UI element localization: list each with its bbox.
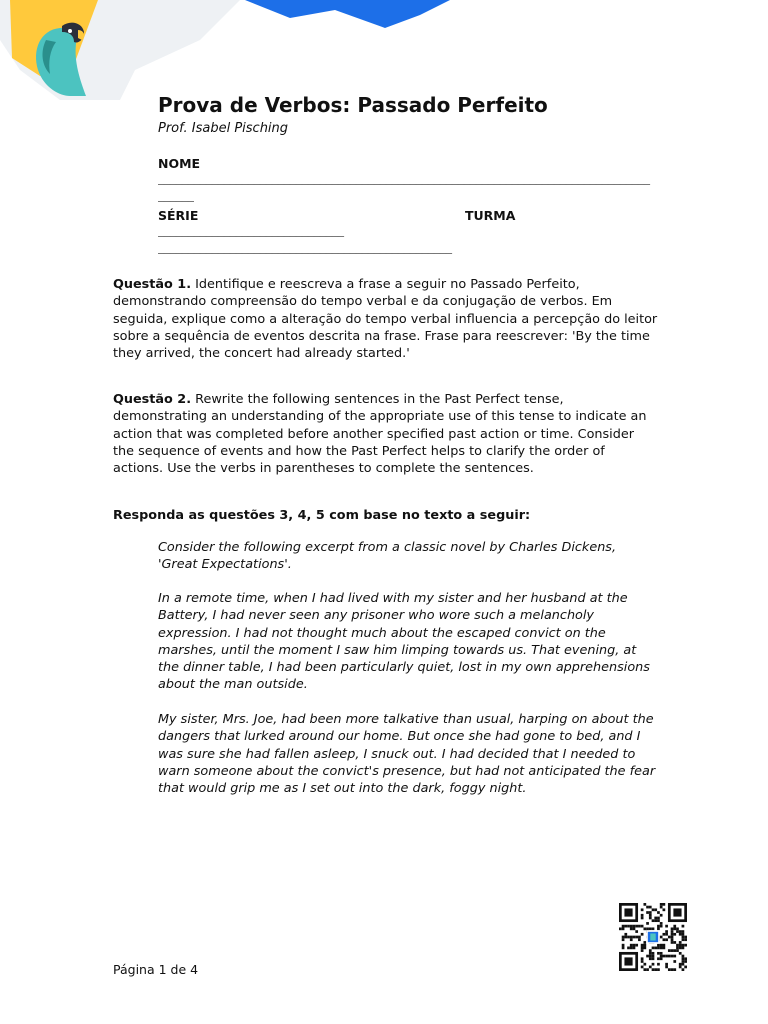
header-decoration xyxy=(0,0,768,100)
author-name: Prof. Isabel Pisching xyxy=(158,121,289,136)
question-1-label: Questão 1. xyxy=(113,277,192,292)
question-2 xyxy=(113,391,658,477)
page-number: Página 1 de 4 xyxy=(113,962,199,977)
question-2-text: Rewrite the following sentences in the Past Perfect tense, demonstrating an understanding of the appropriate use of this tense to indicate an action that was completed before another specified past action or time. Consider the sequence of events and how the Past Perfect helps to clarify the order of actions. Use the verbs in parentheses to complete the sentences. xyxy=(113,392,647,477)
question-1-text: Identifique e reescreva a frase a seguir no Passado Perfeito, demonstrando compreensão do tempo verbal e da conjugação de verbos. Em seguida, explique como a alteração do tempo verbal influencia a percepção do leitor sobre a sequência de eventos descrita na frase. Frase para reescrever: 'By the time they arrived, the concert had already started.' xyxy=(113,277,658,362)
excerpt-intro: Consider the following excerpt from a classic novel by Charles Dickens, 'Great Expectations'. xyxy=(158,540,617,573)
qr-code xyxy=(619,903,687,971)
class-label: TURMA xyxy=(465,208,516,223)
question-2-label: Questão 2. xyxy=(113,392,192,407)
grade-line: _______________________________ xyxy=(158,223,344,237)
excerpt-paragraph-1: In a remote time, when I had lived with my sister and her husband at the Battery, I had never seen any prisoner who wore such a melancholy expression. I had not thought much about the escaped convict on the marshes, until the moment I saw him limping towards us. That evening, at the dinner table, I had been particularly quiet, lost in my own apprehensions about the man outside. xyxy=(158,591,650,693)
excerpt-paragraph-2: My sister, Mrs. Joe, had been more talkative than usual, harping on about the dangers that lurked around our home. But once she had gone to bed, and I was sure she had fallen asleep, I snuck out. I had decided that I needed to warn someone about the convict's presence, but had not anticipated the fear that would grip me as I set out into the dark, foggy night. xyxy=(158,712,656,797)
name-line-continuation: ______ xyxy=(158,188,194,202)
name-line: __________________________________________________________________________________ xyxy=(158,171,650,185)
blue-shape xyxy=(245,0,450,28)
reading-heading: Responda as questões 3, 4, 5 com base no texto a seguir: xyxy=(113,508,531,523)
name-label: NOME xyxy=(158,156,201,171)
class-line: _________________________________________________ xyxy=(158,240,452,254)
question-1 xyxy=(113,276,658,362)
grade-label: SÉRIE xyxy=(158,208,199,223)
page-title: Prova de Verbos: Passado Perfeito xyxy=(158,93,548,117)
